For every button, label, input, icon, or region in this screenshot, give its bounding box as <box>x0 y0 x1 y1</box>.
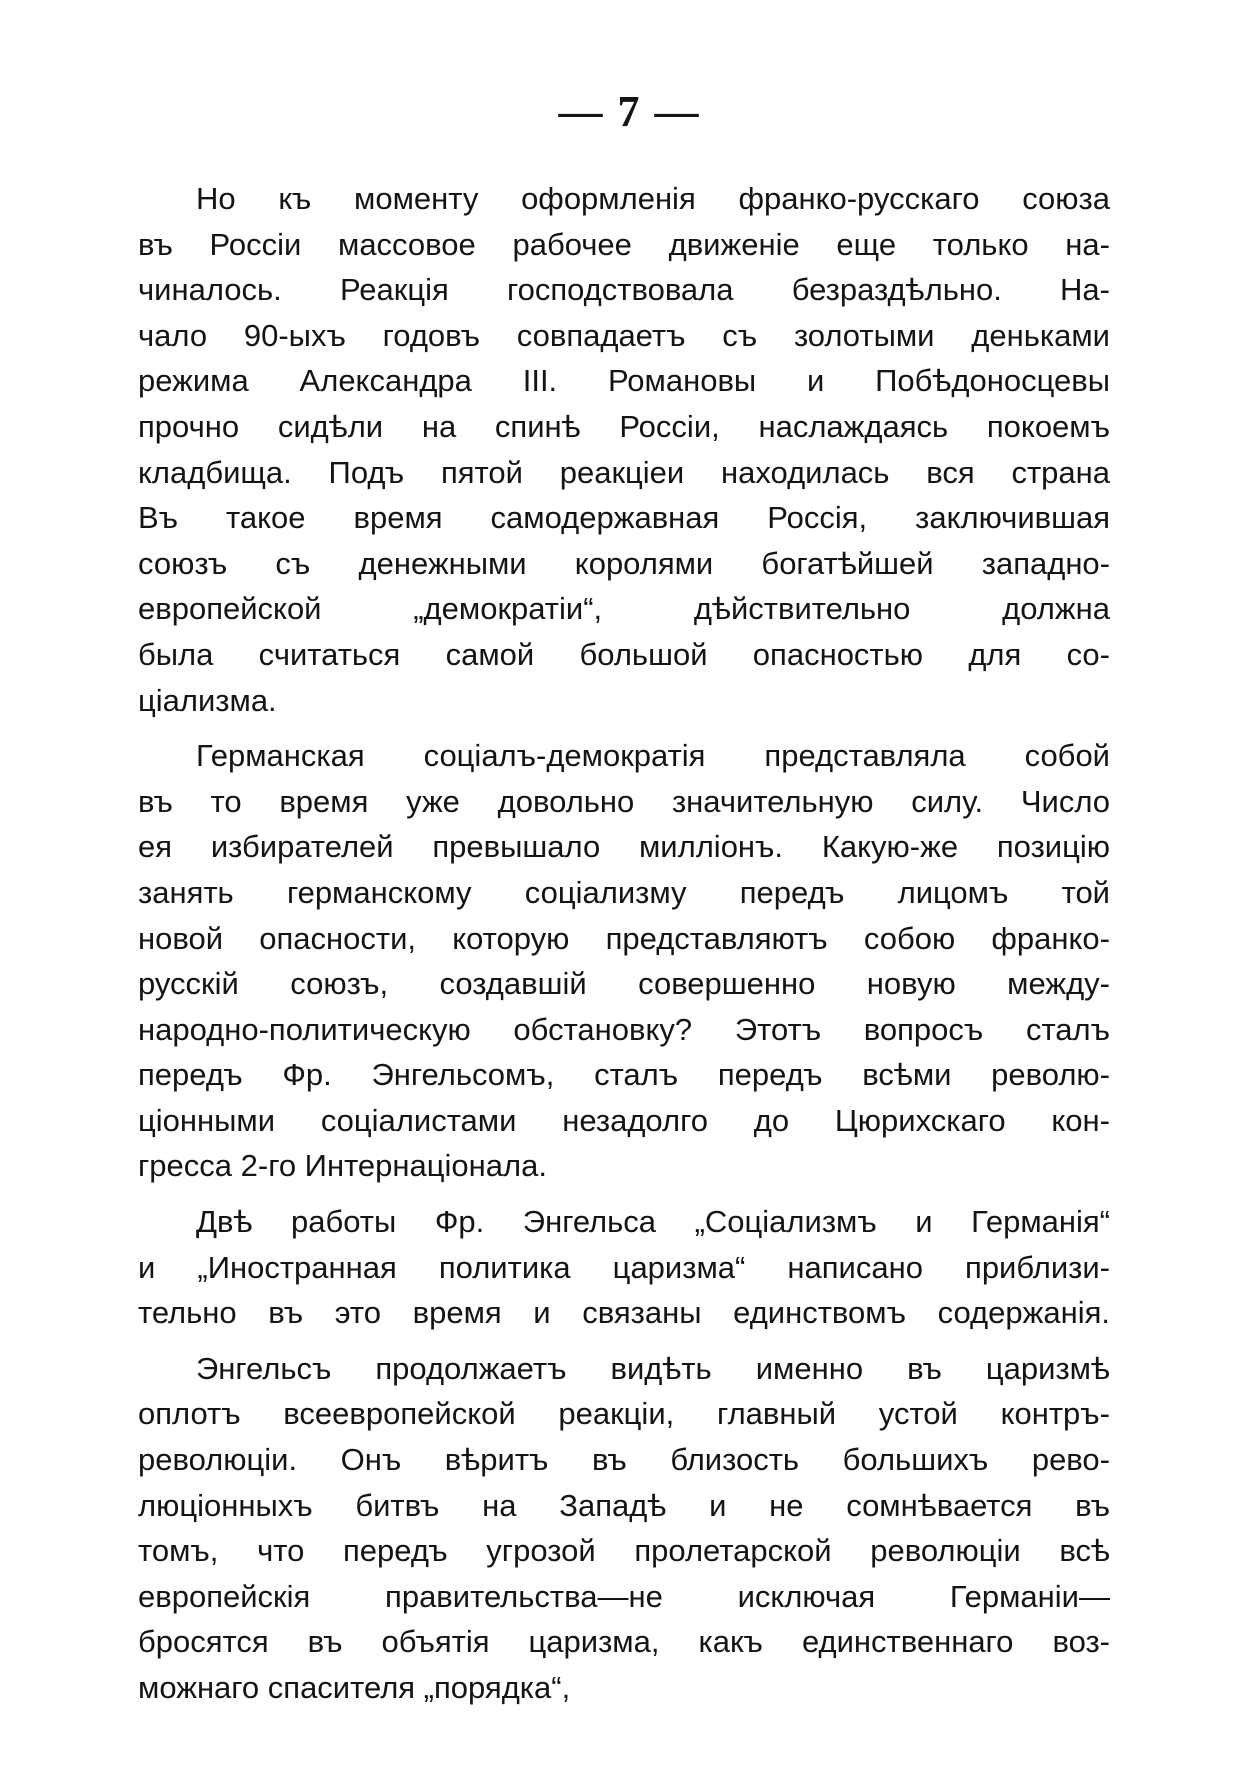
text-line: новой опасности, которую представляютъ собою франко- <box>138 920 1110 956</box>
text-line: тельно въ это время и связаны единствомъ содержанія. <box>138 1295 1110 1331</box>
text-line: и „Иностранная политика царизма“ написано приблизи- <box>138 1249 1110 1285</box>
text-line: ціонными соціалистами незадолго до Цюрихскаго кон- <box>138 1102 1110 1138</box>
paragraph <box>138 733 1110 1189</box>
text-line: народно-политическую обстановку? Этотъ вопросъ сталъ <box>138 1011 1110 1047</box>
text-line: европейскія правительства—не исключая Германіи— <box>138 1578 1110 1614</box>
text-line: передъ Фр. Энгельсомъ, сталъ передъ всѣми револю- <box>138 1057 1110 1093</box>
text-line: въ Россіи массовое рабочее движеніе еще только на- <box>138 226 1110 262</box>
text-line: томъ, что передъ угрозой пролетарской революціи всѣ <box>138 1533 1110 1569</box>
page-number: — 7 — <box>558 87 701 136</box>
text-line: Двѣ работы Фр. Энгельса „Соціализмъ и Германія“ <box>196 1204 1110 1240</box>
text-line: чиналось. Реакція господствовала безраздѣльно. На- <box>138 272 1110 308</box>
text-line: чало 90-ыхъ годовъ совпадаетъ съ золотыми деньками <box>138 317 1110 353</box>
body-text <box>138 176 1110 1711</box>
text-line: прочно сидѣли на спинѣ Россіи, наслаждаясь покоемъ <box>138 408 1110 444</box>
text-line: люціонныхъ битвъ на Западѣ и не сомнѣвается въ <box>138 1487 1110 1523</box>
text-line: европейской „демократіи“, дѣйствительно должна <box>138 591 1110 627</box>
text-line: союзъ съ денежными королями богатѣйшей западно- <box>138 545 1110 581</box>
text-line: можнаго спасителя „порядка“, <box>138 1670 571 1705</box>
text-line: Энгельсъ продолжаетъ видѣть именно въ царизмѣ <box>196 1350 1110 1386</box>
text-line: оплотъ всеевропейской реакціи, главный устой контръ- <box>138 1396 1110 1432</box>
paragraph <box>138 176 1110 723</box>
text-line: кладбища. Подъ пятой реакціеи находилась вся страна <box>138 454 1110 490</box>
text-line: въ то время уже довольно значительную силу. Число <box>138 783 1110 819</box>
text-line: ея избирателей превышало милліонъ. Какую-же позицію <box>138 829 1110 865</box>
text-line: Въ такое время самодержавная Россія, заключившая <box>138 500 1110 536</box>
text-line: режима Александра III. Романовы и Побѣдоносцевы <box>138 363 1110 399</box>
text-line: гресса 2-го Интернаціонала. <box>138 1148 547 1184</box>
paragraph <box>138 1199 1110 1336</box>
text-line: бросятся въ объятія царизма, какъ единственнаго воз- <box>138 1624 1110 1660</box>
text-line: русскій союзъ, создавшій совершенно новую между- <box>138 966 1110 1002</box>
paragraph <box>138 1346 1110 1711</box>
text-line: революціи. Онъ вѣритъ въ близость большихъ рево- <box>138 1442 1110 1478</box>
text-line: занять германскому соціализму передъ лицомъ той <box>138 874 1110 910</box>
text-line: Но къ моменту оформленія франко-русскаго союза <box>196 181 1110 216</box>
text-line: была считаться самой большой опасностью для со- <box>138 636 1110 672</box>
text-line: ціализма. <box>138 682 277 718</box>
text-line: Германская соціалъ-демократія представляла собой <box>196 738 1110 774</box>
